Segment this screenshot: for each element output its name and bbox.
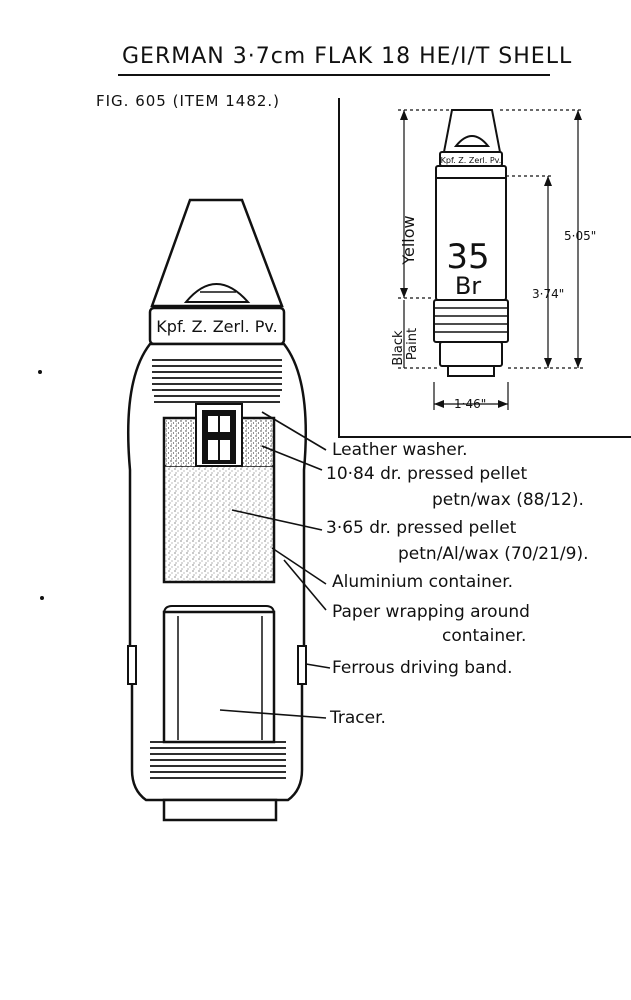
fuze-marking: Kpf. Z. Zerl. Pv. [156,317,278,336]
callout-pellet-1-line1: 10·84 dr. pressed pellet [326,464,528,484]
driving-band-right [298,646,306,684]
inset-yellow-label: Yellow [399,215,418,265]
callout-paper-wrapping-line1: Paper wrapping around [332,602,530,622]
inset-dim-width: 1·46" [454,397,487,411]
inset-stencil-letters: Br [454,272,482,300]
inset-dim-overall: 5·05" [564,229,597,243]
driving-band-left [128,646,136,684]
fuze-nose [152,200,282,306]
callout-pellet-2-line1: 3·65 dr. pressed pellet [326,518,517,538]
callout-tracer: Tracer. [330,708,386,728]
inset-dim-body: 3·74" [532,287,565,301]
callout-driving-band: Ferrous driving band. [332,658,513,678]
inset-black-label: Black [391,330,406,366]
callout-aluminium-container: Aluminium container. [332,572,514,592]
stray-dot [40,596,44,600]
inset-stencil-number: 35 [446,237,490,277]
inset-paint-label: Paint [405,327,420,361]
figure-reference: FIG. 605 (ITEM 1482.) [96,92,281,110]
drawing-title: GERMAN 3·7cm FLAK 18 HE/I/T SHELL [122,44,573,69]
callout-leather-washer: Leather washer. [332,440,468,460]
callout-paper-wrapping-line2: container. [442,626,527,646]
base-threads [150,742,286,778]
main-shell [128,200,306,820]
callout-pellet-1-line2: petn/wax (88/12). [432,490,584,510]
tracer-body [164,612,274,742]
base-plug [164,800,276,820]
callout-pellet-2-line2: petn/Al/wax (70/21/9). [398,544,589,564]
stray-dot [38,370,42,374]
inset-fuze-marking: Kpf. Z. Zerl. Pv. [440,156,502,165]
